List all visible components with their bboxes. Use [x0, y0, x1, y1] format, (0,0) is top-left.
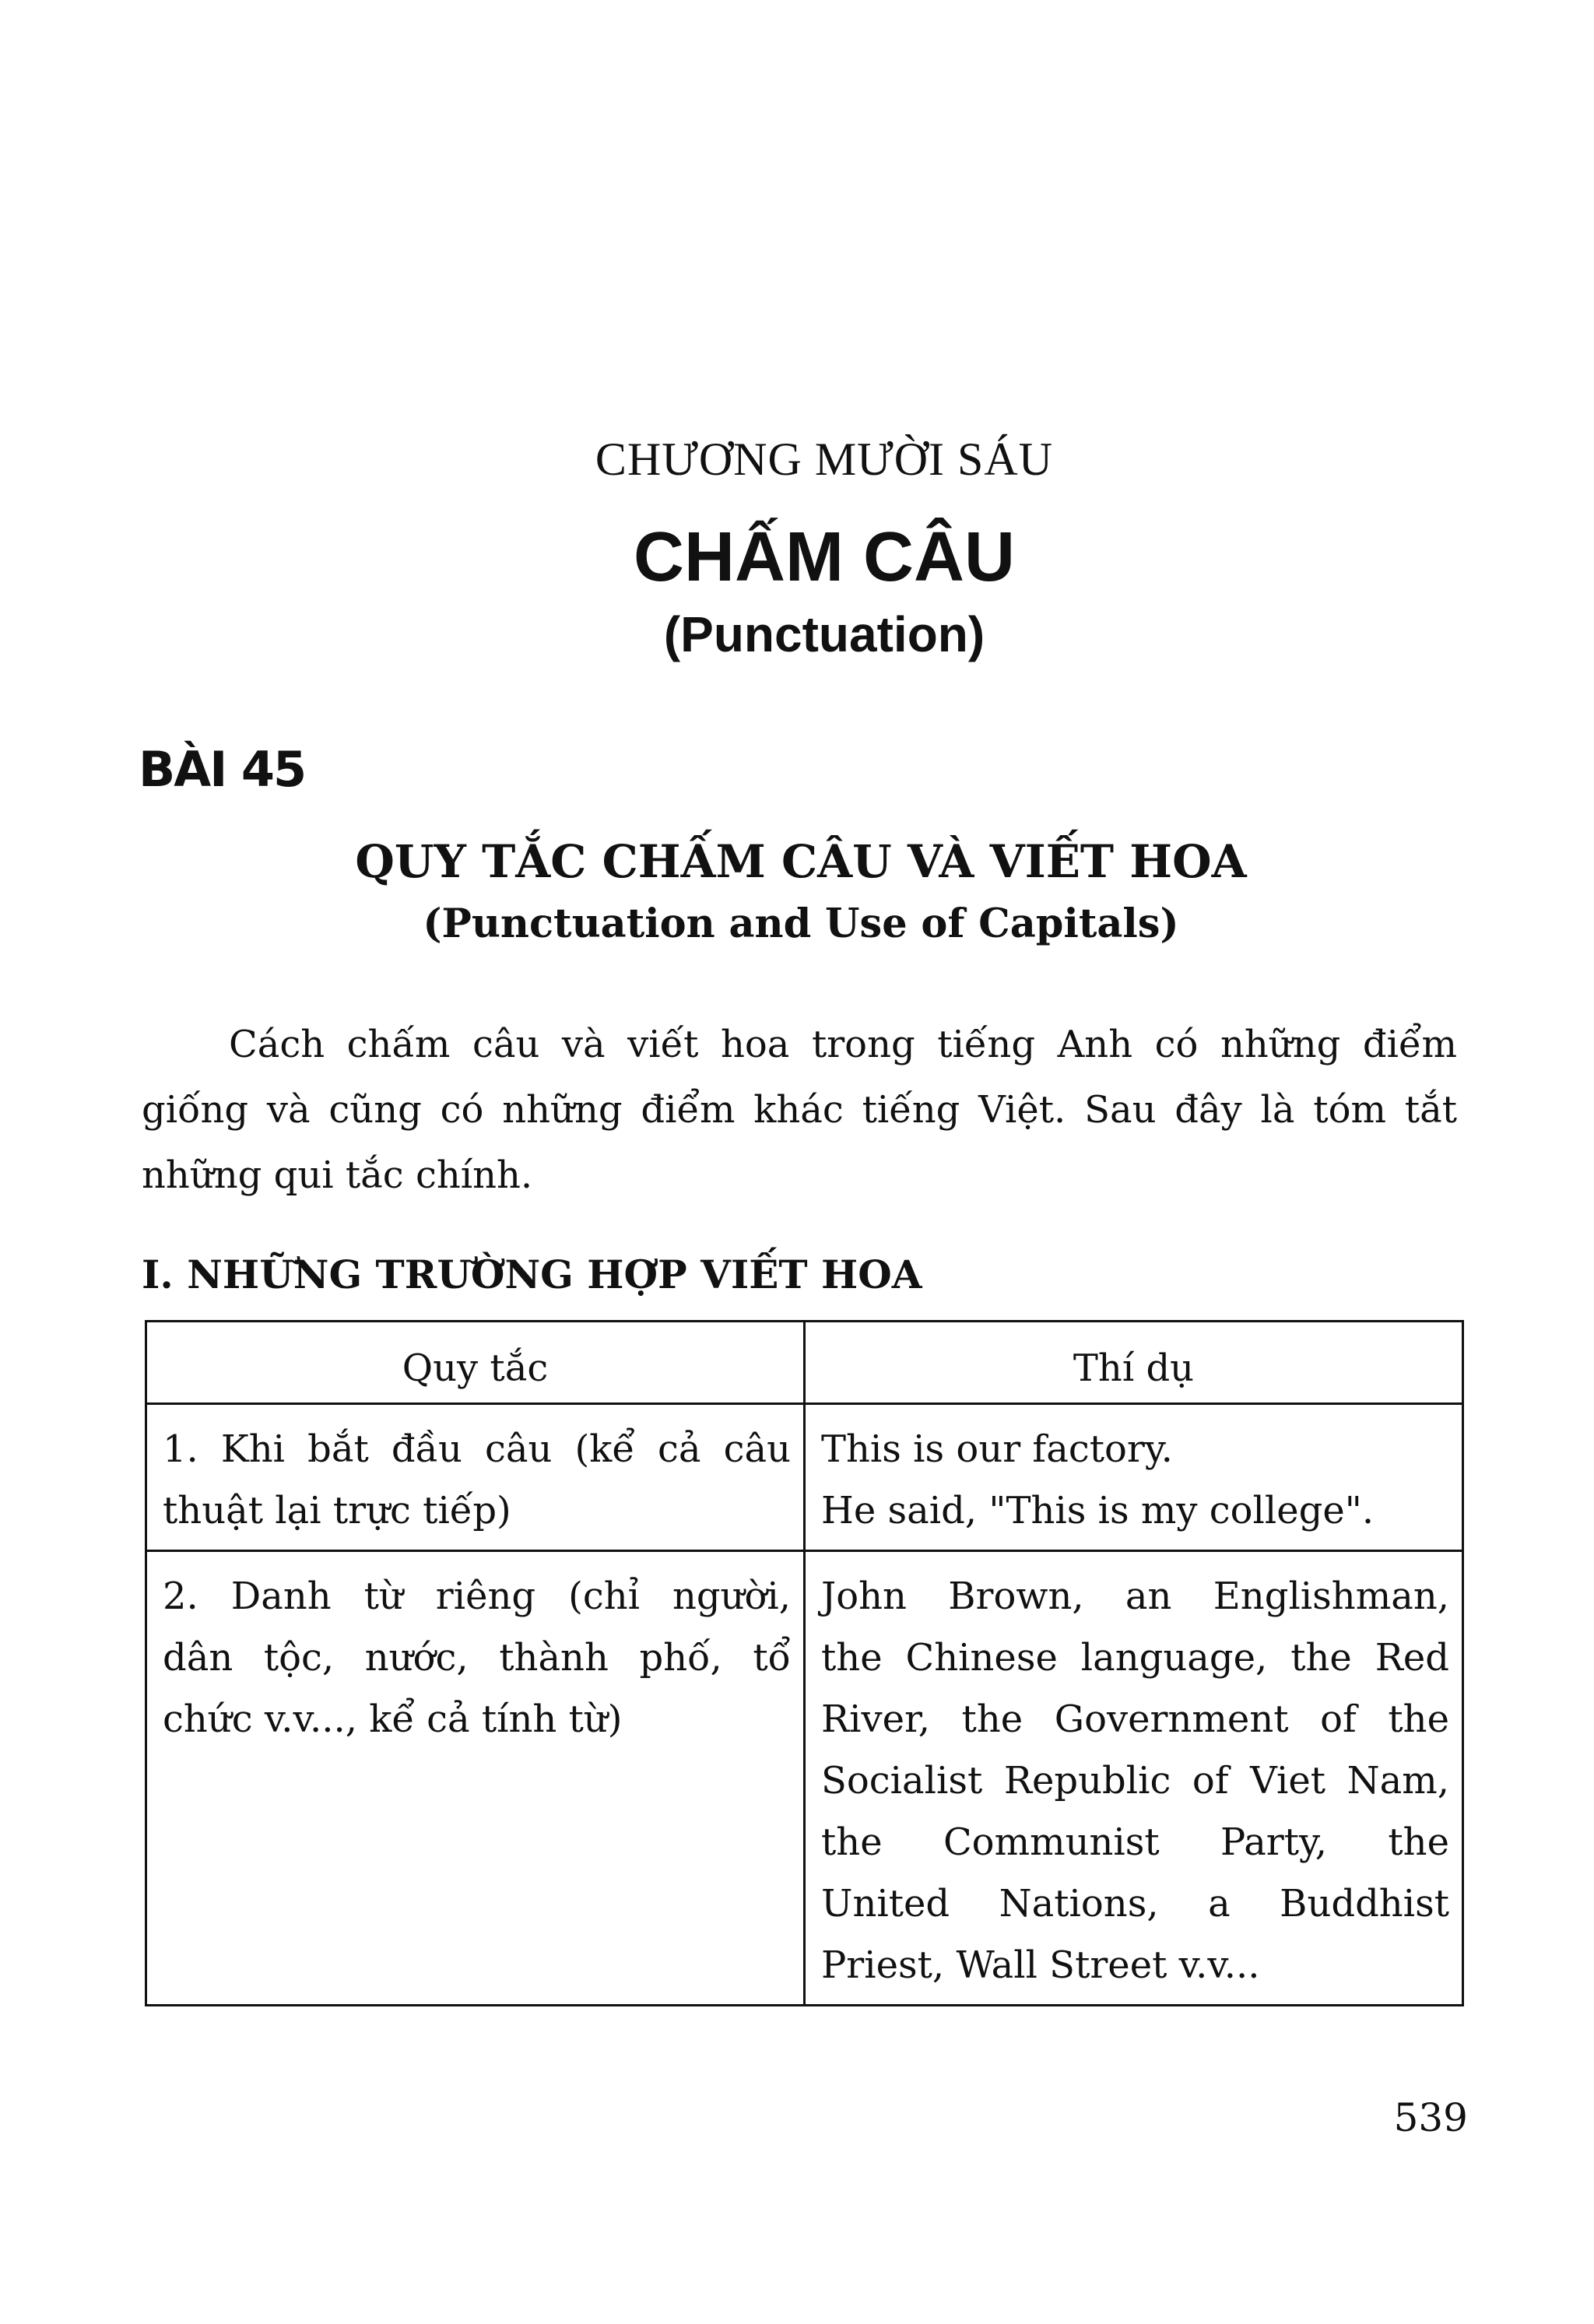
example-line: This is our factory.: [821, 1427, 1173, 1471]
chapter-title: CHẤM CÂU: [634, 518, 1015, 596]
rule-cell: [146, 1404, 805, 1551]
example-line: He said, "This is my college".: [821, 1489, 1375, 1532]
rule-line: dân tộc, nước, thành phố, tổ: [163, 1636, 791, 1680]
capitalization-rules-table: [145, 1320, 1464, 2006]
header-rule: Quy tắc: [146, 1322, 805, 1404]
header-example: Thí dụ: [805, 1322, 1463, 1404]
rule-cell: [146, 1551, 805, 2006]
example-line: Socialist Republic of Viet Nam,: [821, 1759, 1449, 1803]
example-line: John Brown, an Englishman,: [821, 1574, 1449, 1618]
lesson-number: BÀI 45: [139, 741, 306, 798]
chapter-subtitle: (Punctuation): [663, 606, 985, 662]
rule-line: thuật lại trực tiếp): [163, 1489, 511, 1532]
chapter-label: CHƯƠNG MƯỜI SÁU: [595, 434, 1054, 485]
lesson-subtitle: (Punctuation and Use of Capitals): [423, 900, 1179, 947]
table-row: [146, 1404, 1463, 1551]
rule-line: chức v.v..., kể cả tính từ): [163, 1697, 623, 1741]
example-line: Priest, Wall Street v.v...: [821, 1943, 1260, 1987]
example-cell: [805, 1404, 1463, 1551]
example-line: the Communist Party, the: [821, 1820, 1449, 1864]
table-row: [146, 1551, 1463, 2006]
intro-paragraph: Cách chấm câu và viết hoa trong tiếng Anh có những điểm giống và cũng có những điểm khác tiếng Việt. Sau đây là tóm tắt những qui tắc chính.: [142, 1023, 1457, 1197]
section-heading: I. NHỮNG TRƯỜNG HỢP VIẾT HOA: [142, 1252, 922, 1297]
lesson-title: QUY TẮC CHẤM CÂU VÀ VIẾT HOA: [355, 835, 1247, 888]
example-line: the Chinese language, the Red: [821, 1636, 1449, 1680]
page-number: 539: [1393, 2095, 1468, 2140]
rule-line: 1. Khi bắt đầu câu (kể cả câu: [163, 1427, 791, 1471]
example-line: United Nations, a Buddhist: [821, 1882, 1449, 1926]
example-cell: [805, 1551, 1463, 2006]
rule-line: 2. Danh từ riêng (chỉ người,: [163, 1574, 791, 1618]
table-header-row: [146, 1322, 1463, 1404]
example-line: River, the Government of the: [821, 1697, 1449, 1741]
